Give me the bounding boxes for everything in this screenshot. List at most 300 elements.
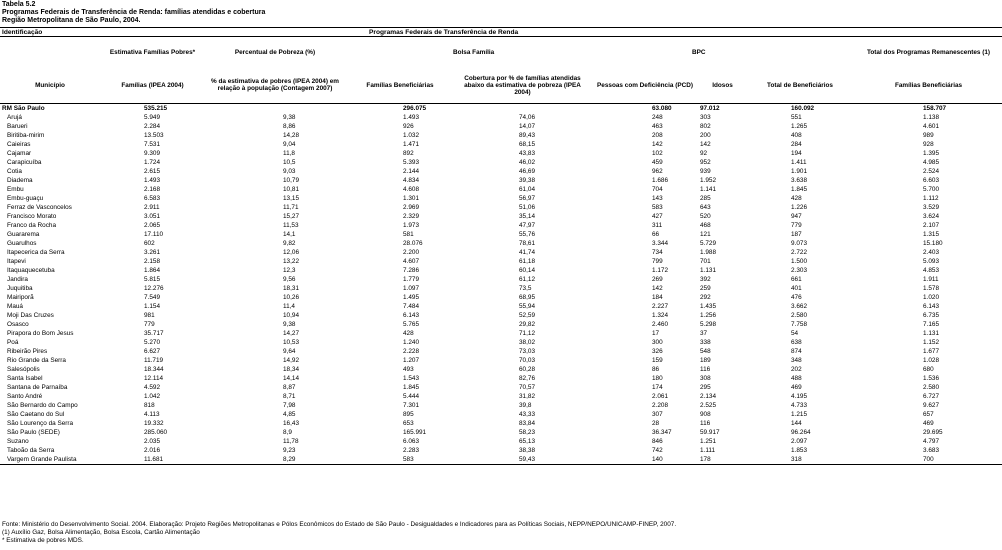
cell-pessoas-pcd: 17 (652, 330, 660, 337)
cell-idosos: 1.131 (700, 267, 716, 274)
cell-familias-beneficiarias: 1.207 (403, 357, 419, 364)
cell-idosos: 952 (700, 159, 711, 166)
cell-pessoas-pcd: 1.686 (652, 177, 668, 184)
cell-familias-beneficiarias: 1.097 (403, 285, 419, 292)
cell-familias-ipea: 2.065 (144, 222, 160, 229)
cell-municipio: Santa Isabel (7, 375, 43, 382)
cell-familias-ipea: 1.724 (144, 159, 160, 166)
cell-idosos: 97.012 (700, 105, 720, 112)
cell-perc-estimativa: 9,38 (283, 114, 296, 121)
cell-cobertura: 78,61 (519, 240, 535, 247)
cell-idosos: 802 (700, 123, 711, 130)
cell-familias-ipea: 11.719 (144, 357, 164, 364)
cell-pessoas-pcd: 459 (652, 159, 663, 166)
cell-total-beneficiarios: 2.097 (791, 438, 807, 445)
header-familias-beneficiarias-2: Famílias Beneficiárias (855, 67, 1002, 104)
cell-perc-estimativa: 7,98 (283, 402, 296, 409)
cell-pessoas-pcd: 208 (652, 132, 663, 139)
cell-pessoas-pcd: 184 (652, 294, 663, 301)
cell-familias-beneficiarias: 6.063 (403, 438, 419, 445)
cell-idosos: 1.251 (700, 438, 716, 445)
cell-perc-estimativa: 14,28 (283, 132, 299, 139)
cell-pessoas-pcd: 307 (652, 411, 663, 418)
cell-pessoas-pcd: 2.061 (652, 393, 668, 400)
cell-idosos: 200 (700, 132, 711, 139)
table-row (0, 446, 1002, 455)
cell-familias-beneficiarias-remanescentes: 6.735 (923, 312, 939, 319)
cell-idosos: 1.952 (700, 177, 716, 184)
cell-total-beneficiarios: 3.662 (791, 303, 807, 310)
cell-familias-beneficiarias-remanescentes: 2.524 (923, 168, 939, 175)
cell-municipio: Salesópolis (7, 366, 40, 373)
cell-cobertura: 71,12 (519, 330, 535, 337)
table-row (0, 392, 1002, 401)
header-identificacao: Identificação (0, 28, 205, 37)
table-row (0, 365, 1002, 374)
cell-cobertura: 29,82 (519, 321, 535, 328)
cell-familias-beneficiarias: 1.779 (403, 276, 419, 283)
cell-cobertura: 73,5 (519, 285, 532, 292)
cell-idosos: 292 (700, 294, 711, 301)
cell-perc-estimativa: 9,82 (283, 240, 296, 247)
cell-familias-ipea: 535.215 (144, 105, 168, 112)
cell-perc-estimativa: 15,27 (283, 213, 299, 220)
cell-municipio: Cotia (7, 168, 22, 175)
cell-familias-ipea: 1.493 (144, 177, 160, 184)
cell-familias-beneficiarias: 2.329 (403, 213, 419, 220)
cell-pessoas-pcd: 2.460 (652, 321, 668, 328)
cell-total-beneficiarios: 476 (791, 294, 802, 301)
cell-idosos: 468 (700, 222, 711, 229)
cell-municipio: Taboão da Serra (7, 447, 55, 454)
cell-idosos: 295 (700, 384, 711, 391)
cell-cobertura: 83,84 (519, 420, 535, 427)
cell-pessoas-pcd: 1.172 (652, 267, 668, 274)
cell-cobertura: 39,8 (519, 402, 532, 409)
cell-pessoas-pcd: 36.347 (652, 429, 672, 436)
cell-municipio: Osasco (7, 321, 29, 328)
cell-total-beneficiarios: 318 (745, 455, 855, 465)
cell-familias-ipea: 779 (144, 321, 155, 328)
cell-familias-beneficiarias-remanescentes: 6.727 (923, 393, 939, 400)
cell-pessoas-pcd: 102 (652, 150, 663, 157)
cell-municipio: Embu-guaçu (7, 195, 44, 202)
cell-perc-estimativa: 12,3 (283, 267, 296, 274)
cell-municipio: São Caetano do Sul (7, 411, 65, 418)
header-bpc: BPC (692, 48, 706, 56)
cell-familias-beneficiarias: 4.608 (403, 186, 419, 193)
cell-familias-beneficiarias-remanescentes: 928 (923, 141, 934, 148)
cell-familias-beneficiarias: 493 (403, 366, 414, 373)
cell-familias-beneficiarias: 6.143 (403, 312, 419, 319)
cell-familias-beneficiarias-remanescentes: 2.403 (923, 249, 939, 256)
cell-idosos: 520 (700, 213, 711, 220)
cell-idosos: 189 (700, 357, 711, 364)
cell-municipio: Diadema (7, 177, 33, 184)
cell-familias-beneficiarias-remanescentes: 1.536 (923, 375, 939, 382)
table-row (0, 257, 1002, 266)
cell-familias-beneficiarias-remanescentes: 2.580 (923, 384, 939, 391)
cell-idosos: 59.917 (700, 429, 720, 436)
cell-familias-ipea: 2.035 (144, 438, 160, 445)
cell-familias-ipea: 818 (144, 402, 155, 409)
table-row (0, 320, 1002, 329)
cell-familias-ipea: 2.168 (144, 186, 160, 193)
cell-familias-ipea: 13.503 (144, 132, 164, 139)
cell-familias-beneficiarias: 1.240 (403, 339, 419, 346)
cell-total-beneficiarios: 469 (791, 384, 802, 391)
table-row (0, 293, 1002, 302)
cell-familias-beneficiarias-remanescentes: 3.683 (923, 447, 939, 454)
cell-perc-estimativa: 11,78 (283, 438, 299, 445)
table-row (0, 185, 1002, 194)
cell-pessoas-pcd: 311 (652, 222, 663, 229)
cell-familias-beneficiarias-remanescentes: 1.112 (923, 195, 939, 202)
header-familias-ipea: Famílias (IPEA 2004) (100, 67, 205, 104)
cell-total-beneficiarios: 488 (791, 375, 802, 382)
cell-familias-beneficiarias-remanescentes: 15.180 (923, 240, 943, 247)
cell-idosos: 1.111 (700, 447, 716, 454)
cell-familias-beneficiarias: 2.283 (403, 447, 419, 454)
cell-total-beneficiarios: 1.901 (791, 168, 807, 175)
cell-total-beneficiarios: 54 (791, 330, 799, 337)
cell-familias-ipea: 5.815 (144, 276, 160, 283)
cell-pessoas-pcd: 734 (652, 249, 663, 256)
cell-familias-beneficiarias-remanescentes: 4.985 (923, 159, 939, 166)
cell-municipio: Pirapora do Bom Jesus (7, 330, 74, 337)
cell-familias-beneficiarias-remanescentes: 1.131 (923, 330, 939, 337)
cell-cobertura: 61,04 (519, 186, 535, 193)
cell-total-beneficiarios: 2.722 (791, 249, 807, 256)
cell-familias-ipea: 18.344 (144, 366, 164, 373)
cell-perc-estimativa: 11,53 (283, 222, 299, 229)
cell-cobertura: 68,95 (519, 294, 535, 301)
table-row (0, 383, 1002, 392)
cell-perc-estimativa: 4,85 (283, 411, 296, 418)
cell-familias-ipea: 2.284 (144, 123, 160, 130)
cell-idosos: 259 (700, 285, 711, 292)
cell-total-beneficiarios: 638 (791, 339, 802, 346)
cell-total-beneficiarios: 1.500 (791, 258, 807, 265)
cell-familias-beneficiarias: 5.393 (403, 159, 419, 166)
cell-cobertura: 55,94 (519, 303, 535, 310)
table-row (0, 419, 1002, 428)
cell-familias-ipea: 12.114 (144, 375, 164, 382)
cell-total-beneficiarios: 1.845 (791, 186, 807, 193)
cell-municipio: Suzano (7, 438, 29, 445)
cell-familias-ipea: 2.615 (144, 168, 160, 175)
cell-municipio: Embu (7, 186, 24, 193)
table-row (0, 167, 1002, 176)
cell-cobertura: 61,18 (519, 258, 535, 265)
cell-pessoas-pcd: 1.324 (652, 312, 668, 319)
cell-total-beneficiarios: 4.195 (791, 393, 807, 400)
cell-familias-ipea: 5.270 (144, 339, 160, 346)
cell-cobertura: 61,12 (519, 276, 535, 283)
cell-familias-ipea: 602 (144, 240, 155, 247)
cell-perc-estimativa: 14,92 (283, 357, 299, 364)
table-row (0, 428, 1002, 437)
cell-perc-estimativa: 11,71 (283, 204, 299, 211)
cell-cobertura (455, 104, 590, 114)
cell-idosos: 939 (700, 168, 711, 175)
cell-total-beneficiarios: 1.265 (791, 123, 807, 130)
cell-total-beneficiarios: 2.580 (791, 312, 807, 319)
header-programas: Programas Federais de Transferência de Renda (205, 28, 1002, 37)
cell-total-beneficiarios: 551 (791, 114, 802, 121)
cell-perc-estimativa: 9,64 (283, 348, 296, 355)
cell-familias-beneficiarias: 895 (403, 411, 414, 418)
cell-familias-beneficiarias: 1.471 (403, 141, 419, 148)
cell-perc-estimativa: 8,9 (283, 429, 292, 436)
table-footer (2, 521, 676, 545)
cell-cobertura: 70,57 (519, 384, 535, 391)
cell-idosos: 643 (700, 204, 711, 211)
cell-total-beneficiarios: 96.264 (791, 429, 811, 436)
table-row (0, 302, 1002, 311)
cell-familias-beneficiarias-remanescentes: 5.700 (923, 186, 939, 193)
cell-pessoas-pcd: 2.227 (652, 303, 668, 310)
cell-idosos: 121 (700, 231, 711, 238)
table-row (0, 284, 1002, 293)
cell-pessoas-pcd: 799 (652, 258, 663, 265)
cell-perc-estimativa: 9,23 (283, 447, 296, 454)
cell-familias-beneficiarias-remanescentes: 1.152 (923, 339, 939, 346)
table-row (0, 410, 1002, 419)
cell-familias-beneficiarias-remanescentes: 1.020 (923, 294, 939, 301)
cell-municipio: Moji Das Cruzes (7, 312, 54, 319)
cell-familias-ipea: 1.154 (144, 303, 160, 310)
cell-familias-ipea: 3.261 (144, 249, 160, 256)
cell-idosos: 2.525 (700, 402, 716, 409)
cell-municipio: Ferraz de Vasconcelos (7, 204, 72, 211)
cell-familias-beneficiarias: 4.834 (403, 177, 419, 184)
cell-total-beneficiarios: 661 (791, 276, 802, 283)
cell-familias-ipea: 2.911 (144, 204, 160, 211)
table-row (0, 230, 1002, 239)
cell-perc-estimativa: 18,34 (283, 366, 299, 373)
cell-familias-beneficiarias: 5.765 (403, 321, 419, 328)
cell-familias-beneficiarias-remanescentes: 1.028 (923, 357, 939, 364)
cell-idosos: 308 (700, 375, 711, 382)
footer-note-1: (1) Auxílio Gaz, Bolsa Alimentação, Bolsa Escola, Cartão Alimentação (2, 529, 200, 536)
cell-cobertura: 43,83 (519, 150, 535, 157)
header-bolsa-familia: Bolsa Família (453, 48, 495, 56)
table-row (0, 239, 1002, 248)
cell-familias-beneficiarias-remanescentes: 6.603 (923, 177, 939, 184)
cell-perc-estimativa: 8,71 (283, 393, 296, 400)
cell-pessoas-pcd: 326 (652, 348, 663, 355)
cell-municipio: Rio Grande da Serra (7, 357, 66, 364)
cell-pessoas-pcd: 63.080 (652, 105, 672, 112)
cell-total-beneficiarios: 874 (791, 348, 802, 355)
cell-municipio: Mairiporã (7, 294, 34, 301)
cell-municipio: RM São Paulo (2, 105, 45, 112)
cell-familias-ipea: 3.051 (144, 213, 160, 220)
cell-cobertura: 39,38 (519, 177, 535, 184)
header-familias-beneficiarias: Famílias Beneficiárias (345, 67, 455, 104)
cell-familias-ipea: 19.332 (144, 420, 164, 427)
cell-perc-estimativa (205, 104, 345, 114)
cell-pessoas-pcd: 300 (652, 339, 663, 346)
cell-familias-ipea: 1.042 (144, 393, 160, 400)
cell-familias-beneficiarias-remanescentes: 1.138 (923, 114, 939, 121)
cell-familias-beneficiarias: 296.075 (403, 105, 427, 112)
cell-familias-ipea: 6.627 (144, 348, 160, 355)
cell-municipio: Vargem Grande Paulista (0, 455, 100, 465)
cell-familias-ipea: 35.717 (144, 330, 164, 337)
cell-perc-estimativa: 9,56 (283, 276, 296, 283)
cell-familias-ipea: 4.592 (144, 384, 160, 391)
cell-perc-estimativa: 9,03 (283, 168, 296, 175)
table-subtitle: Região Metropolitana de São Paulo, 2004. (2, 17, 141, 24)
header-total-beneficiarios: Total de Beneficiários (745, 67, 855, 104)
cell-familias-beneficiarias: 1.973 (403, 222, 419, 229)
cell-familias-beneficiarias-remanescentes: 1.395 (923, 150, 939, 157)
cell-total-beneficiarios: 1.226 (791, 204, 807, 211)
header-percentual: Percentual de Pobreza (%) (234, 48, 316, 56)
table-row (0, 338, 1002, 347)
cell-familias-beneficiarias-remanescentes: 29.695 (923, 429, 943, 436)
table-row (0, 212, 1002, 221)
cell-familias-ipea: 1.864 (144, 267, 160, 274)
cell-familias-beneficiarias-remanescentes: 3.529 (923, 204, 939, 211)
table-row (0, 140, 1002, 149)
cell-perc-estimativa: 16,43 (283, 420, 299, 427)
table-row (0, 401, 1002, 410)
cell-total-beneficiarios: 408 (791, 132, 802, 139)
cell-municipio: Ribeirão Pires (7, 348, 48, 355)
cell-familias-ipea: 981 (144, 312, 155, 319)
cell-total-beneficiarios: 4.733 (791, 402, 807, 409)
cell-pessoas-pcd: 142 (652, 285, 663, 292)
header-row-columns (0, 67, 1002, 104)
cell-pessoas-pcd: 143 (652, 195, 663, 202)
cell-cobertura: 46,69 (519, 168, 535, 175)
cell-familias-beneficiarias-remanescentes: 9.627 (923, 402, 939, 409)
cell-pessoas-pcd: 3.344 (652, 240, 668, 247)
table-row (0, 347, 1002, 356)
cell-familias-beneficiarias-remanescentes: 158.707 (923, 105, 947, 112)
cell-familias-beneficiarias: 7.484 (403, 303, 419, 310)
cell-familias-beneficiarias: 583 (345, 455, 455, 465)
cell-total-beneficiarios: 428 (791, 195, 802, 202)
table-title: Programas Federais de Transferência de Renda: famílias atendidas e cobertura (2, 9, 266, 16)
cell-total-beneficiarios: 2.303 (791, 267, 807, 274)
cell-pessoas-pcd: 66 (652, 231, 660, 238)
cell-total-beneficiarios: 194 (791, 150, 802, 157)
cell-perc-estimativa: 13,22 (283, 258, 299, 265)
header-row-programs (0, 37, 1002, 68)
cell-familias-beneficiarias: 2.144 (403, 168, 419, 175)
cell-cobertura: 60,14 (519, 267, 535, 274)
cell-municipio: Barueri (7, 123, 28, 130)
cell-pessoas-pcd: 463 (652, 123, 663, 130)
data-table (0, 27, 1002, 465)
cell-pessoas-pcd: 248 (652, 114, 663, 121)
cell-cobertura: 55,76 (519, 231, 535, 238)
cell-familias-beneficiarias: 7.286 (403, 267, 419, 274)
cell-familias-beneficiarias-remanescentes: 1.677 (923, 348, 939, 355)
cell-pessoas-pcd: 2.208 (652, 402, 668, 409)
table-number: Tabela 5.2 (2, 1, 36, 8)
cell-familias-ipea: 12.276 (144, 285, 164, 292)
cell-pessoas-pcd: 742 (652, 447, 663, 454)
cell-pessoas-pcd: 583 (652, 204, 663, 211)
cell-cobertura: 68,15 (519, 141, 535, 148)
cell-perc-estimativa: 11,4 (283, 303, 295, 310)
table-row (0, 131, 1002, 140)
cell-familias-ipea: 9.309 (144, 150, 160, 157)
cell-perc-estimativa: 9,38 (283, 321, 296, 328)
cell-perc-estimativa: 14,14 (283, 375, 299, 382)
cell-cobertura: 38,38 (519, 447, 535, 454)
table-row (0, 248, 1002, 257)
cell-cobertura: 43,33 (519, 411, 535, 418)
cell-familias-beneficiarias-remanescentes: 1.578 (923, 285, 939, 292)
cell-pessoas-pcd: 86 (652, 366, 660, 373)
cell-municipio: Itapevi (7, 258, 26, 265)
cell-cobertura: 59,43 (455, 455, 590, 465)
cell-cobertura: 82,76 (519, 375, 535, 382)
cell-familias-beneficiarias: 28.076 (403, 240, 423, 247)
cell-cobertura: 56,97 (519, 195, 535, 202)
cell-familias-beneficiarias-remanescentes: 4.797 (923, 438, 939, 445)
cell-idosos: 285 (700, 195, 711, 202)
cell-municipio: São Lourenço da Serra (7, 420, 74, 427)
cell-total-beneficiarios: 947 (791, 213, 802, 220)
table-row (0, 356, 1002, 365)
cell-municipio: Francisco Morato (7, 213, 57, 220)
header-row-group (0, 28, 1002, 37)
cell-municipio: Santo André (7, 393, 43, 400)
cell-pessoas-pcd: 427 (652, 213, 663, 220)
cell-familias-beneficiarias-remanescentes: 2.107 (923, 222, 939, 229)
cell-familias-ipea: 4.113 (144, 411, 160, 418)
cell-idosos: 37 (700, 330, 708, 337)
cell-total-beneficiarios: 3.638 (791, 177, 807, 184)
cell-familias-beneficiarias-remanescentes: 4.601 (923, 123, 939, 130)
cell-total-beneficiarios: 348 (791, 357, 802, 364)
cell-idosos: 701 (700, 258, 711, 265)
table-row (0, 176, 1002, 185)
header-perc-estimativa: % da estimativa de pobres (IPEA 2004) em relação à população (Contagem 2007) (205, 67, 345, 104)
header-remanescentes: Total dos Programas Remanescentes (1) (866, 48, 991, 56)
cell-perc-estimativa: 10,26 (283, 294, 299, 301)
table-row (0, 275, 1002, 284)
cell-total-beneficiarios: 160.092 (791, 105, 815, 112)
cell-total-beneficiarios: 284 (791, 141, 802, 148)
cell-familias-ipea: 17.110 (144, 231, 164, 238)
cell-familias-beneficiarias-remanescentes: 657 (923, 411, 934, 418)
cell-familias-beneficiarias-remanescentes: 5.093 (923, 258, 939, 265)
cell-municipio: Jandira (7, 276, 28, 283)
table-row (0, 122, 1002, 131)
cell-familias-beneficiarias: 1.845 (403, 384, 419, 391)
cell-perc-estimativa: 9,04 (283, 141, 296, 148)
cell-cobertura: 60,28 (519, 366, 535, 373)
cell-pessoas-pcd: 159 (652, 357, 663, 364)
cell-municipio: Cajamar (7, 150, 32, 157)
cell-cobertura: 58,23 (519, 429, 535, 436)
cell-idosos: 1.141 (700, 186, 716, 193)
table-row (0, 455, 1002, 465)
cell-pessoas-pcd: 28 (652, 420, 660, 427)
cell-cobertura: 51,06 (519, 204, 535, 211)
cell-cobertura: 89,43 (519, 132, 535, 139)
cell-familias-beneficiarias-remanescentes: 680 (923, 366, 934, 373)
cell-municipio: Mauá (7, 303, 23, 310)
